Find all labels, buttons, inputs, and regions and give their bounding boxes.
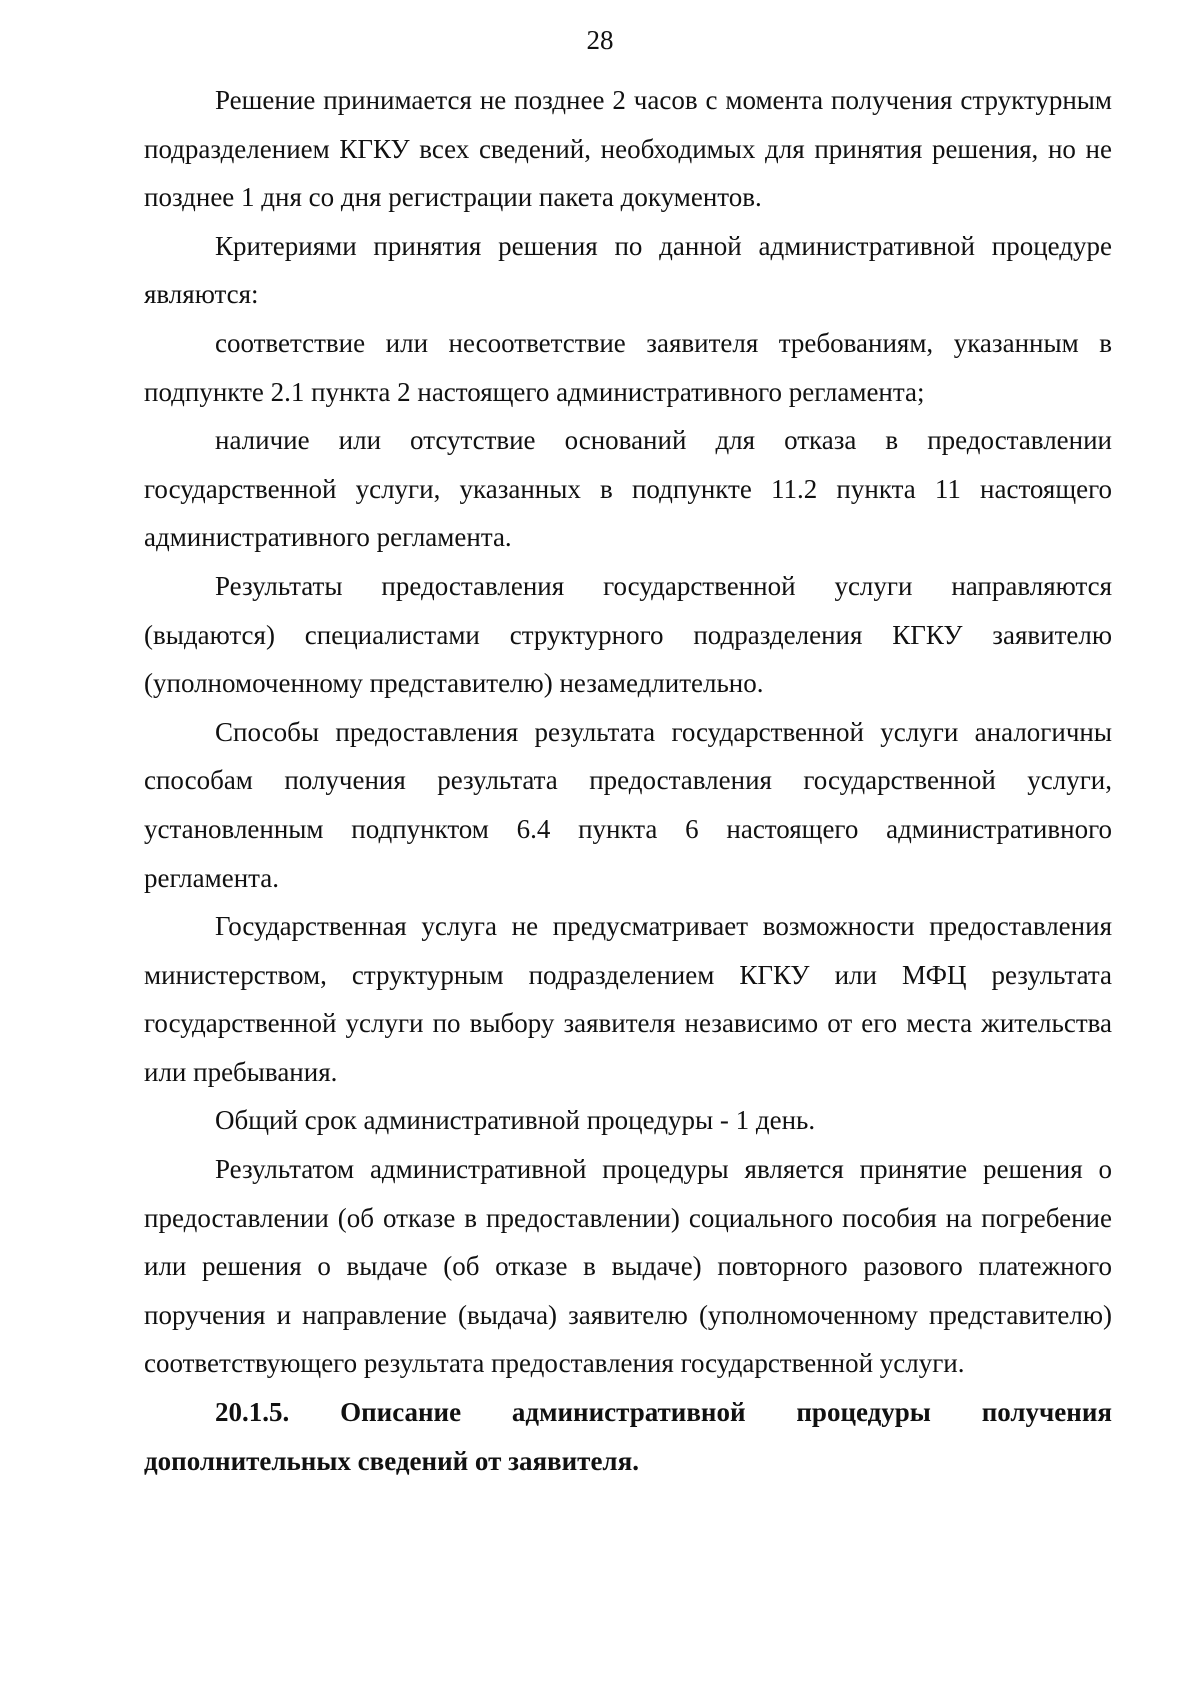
- paragraph-criteria-compliance: соответствие или несоответствие заявителя требованиям, указанным в подпункте 2.1 пункта 2 настоящего административного регламента;: [144, 327, 1112, 407]
- paragraph-criteria-refusal-grounds: наличие или отсутствие оснований для отказа в предоставлении государственной услуги, указанных в подпункте 11.2 пункта 11 настоящего административного регламента.: [144, 425, 1112, 553]
- paragraph-result-methods: Способы предоставления результата государственной услуги аналогичны способам получения результата предоставления государственной услуги, установленным подпунктом 6.4 пункта 6 настоящего административного регламента.: [144, 716, 1112, 893]
- paragraph-total-duration: Общий срок административной процедуры - 1 день.: [215, 1105, 816, 1136]
- paragraph-extraterritorial: Государственная услуга не предусматривает возможности предоставления министерством, структурным подразделением КГКУ или МФЦ результата государственной услуги по выбору заявителя независимо от его места жительства или пребывания.: [144, 911, 1112, 1087]
- section-heading: 20.1.5. Описание административной процедуры получения дополнительных сведений от заявителя.: [144, 1397, 1112, 1476]
- paragraph-procedure-result: Результатом административной процедуры является принятие решения о предоставлении (об отказе в предоставлении) социального пособия на погребение или решения о выдаче (об отказе в выдаче) повторного разового платежного поручения и направление (выдача) заявителю (уполномоченному представителю) соответствующего результата предоставления государственной услуги.: [144, 1154, 1112, 1379]
- paragraph-criteria-intro: Критериями принятия решения по данной административной процедуре являются:: [144, 230, 1112, 310]
- paragraph-decision-deadline: Решение принимается не позднее 2 часов с момента получения структурным подразделением КГКУ всех сведений, необходимых для принятия решения, но не позднее 1 дня со дня регистрации пакета документов.: [144, 85, 1112, 213]
- document-body: [144, 76, 1112, 1485]
- page-number: 28: [586, 25, 614, 55]
- paragraph-results-issued: Результаты предоставления государственной услуги направляются (выдаются) специалистами структурного подразделения КГКУ заявителю (уполномоченному представителю) незамедлительно.: [144, 570, 1112, 699]
